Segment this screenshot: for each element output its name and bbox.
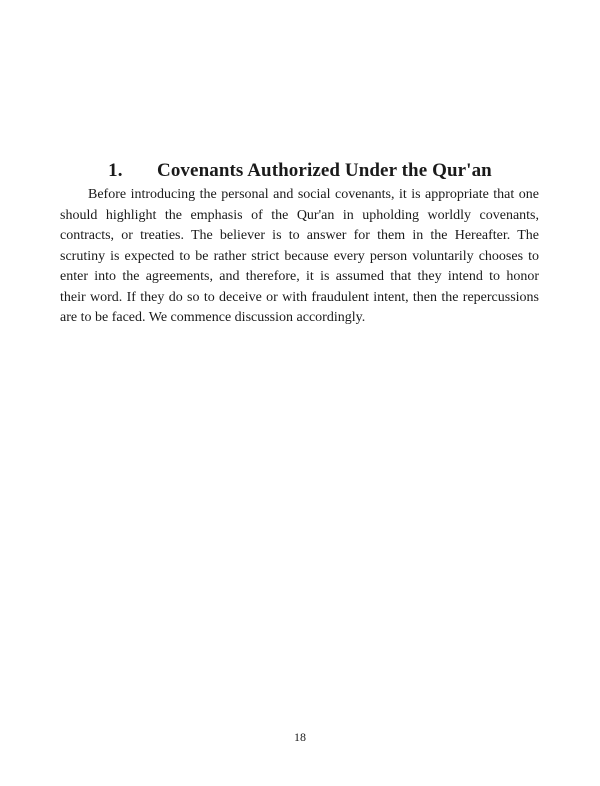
paragraph-line: are to be faced. We commence discussion accordingly.	[60, 310, 366, 325]
page-number: 18	[294, 730, 306, 744]
section-heading	[60, 160, 540, 182]
paragraph-line: enter into the agreements, and therefore, it is assumed that they intend to honor	[60, 269, 539, 284]
body-paragraph	[60, 185, 539, 329]
section-title: Covenants Authorized Under the Qur'an	[157, 160, 492, 181]
paragraph-line: Before introducing the personal and social covenants, it is appropriate that one	[88, 187, 539, 202]
section-number: 1.	[108, 160, 123, 181]
paragraph-line: their word. If they do so to deceive or with fraudulent intent, then the repercussions	[60, 289, 539, 305]
paragraph-line: scrutiny is expected to be rather strict because every person voluntarily chooses to	[60, 248, 539, 264]
paragraph-line: contracts, or treaties. The believer is to answer for them in the Hereafter. The	[60, 228, 539, 243]
paragraph-line: should highlight the emphasis of the Qur'an in upholding worldly covenants,	[60, 207, 539, 223]
